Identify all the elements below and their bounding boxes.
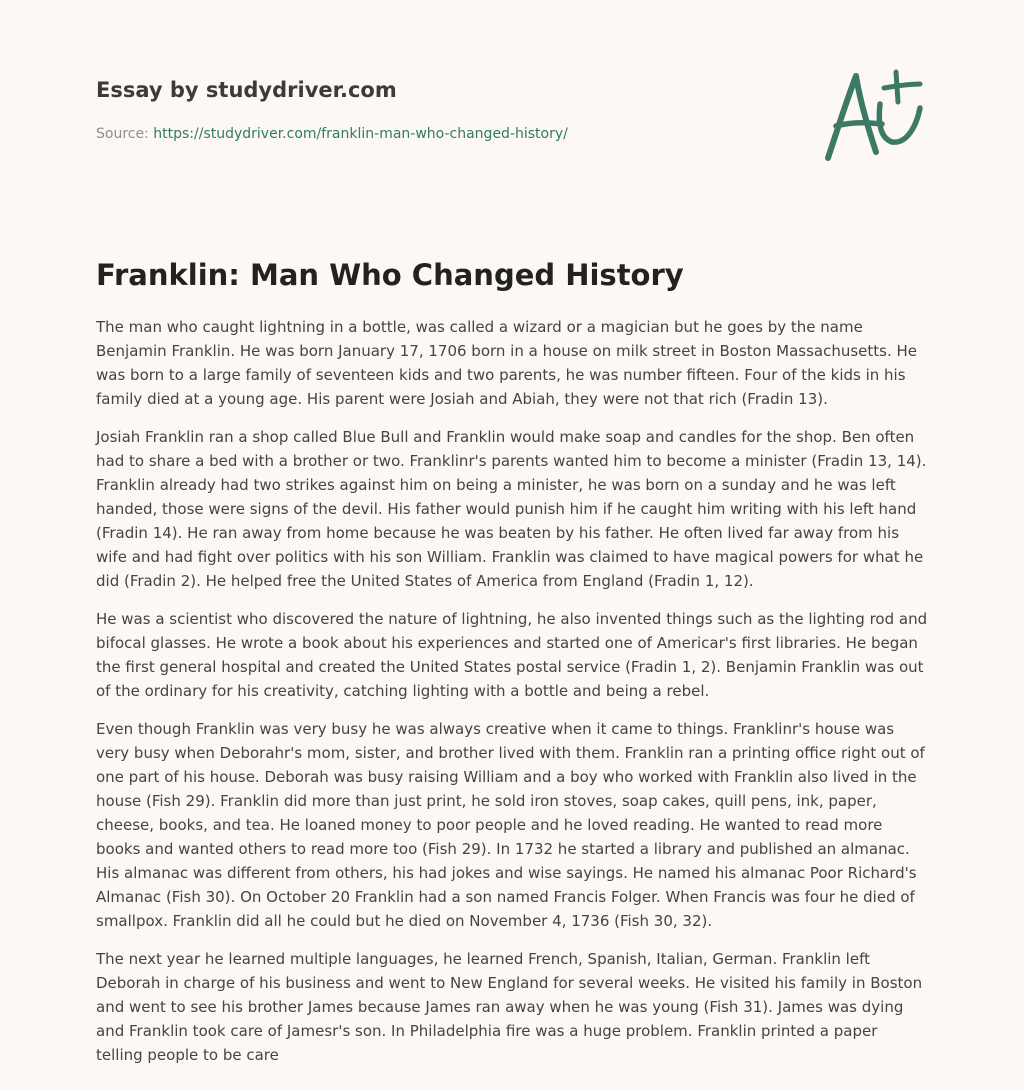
brand-title: Essay by studydriver.com bbox=[96, 78, 397, 102]
source-line bbox=[96, 124, 816, 144]
source-label: Source: bbox=[96, 126, 154, 142]
essay-body bbox=[96, 315, 928, 1081]
paragraph: Josiah Franklin ran a shop called Blue Bull and Franklin would make soap and candles for the shop. Ben often had to share a bed with a brother or two. Franklinr's parents wanted him to become a minister (Fradin 13, 14). Franklin already had two strikes against him on being a minister, he was born on a sunday and he was left handed, those were signs of the devil. His father would punish him if he caught him writing with his left hand (Fradin 14). He ran away from home because he was beaten by his father. He often lived far away from his wife and had fight over politics with his son William. Franklin was claimed to have magical powers for what he did (Fradin 2). He helped free the United States of America from England (Fradin 1, 12). bbox=[96, 428, 927, 590]
paragraph: Even though Franklin was very busy he was always creative when it came to things. Franklinr's house was very busy when Deborahr's mom, sister, and brother lived with them. Franklin ran a printing office right out of one part of his house. Deborah was busy raising William and a boy who worked with Franklin also lived in the house (Fish 29). Franklin did more than just print, he sold iron stoves, soap cakes, quill pens, ink, paper, cheese, books, and tea. He loaned money to poor people and he loved reading. He wanted to read more books and wanted others to read more too (Fish 29). In 1732 he started a library and published an almanac. His almanac was different from others, his had jokes and wise sayings. He named his almanac Poor Richard's Almanac (Fish 30). On October 20 Franklin had a son named Francis Folger. When Francis was four he died of smallpox. Franklin did all he could but he died on November 4, 1736 (Fish 30, 32). bbox=[96, 720, 925, 930]
paragraph: He was a scientist who discovered the nature of lightning, he also invented things such as the lighting rod and bifocal glasses. He wrote a book about his experiences and started one of Americar's first libraries. He began the first general hospital and created the United States postal service (Fradin 1, 2). Benjamin Franklin was out of the ordinary for his creativity, catching lighting with a bottle and being a rebel. bbox=[96, 610, 928, 700]
paragraph: The man who caught lightning in a bottle, was called a wizard or a magician but he goes by the name Benjamin Franklin. He was born January 17, 1706 born in a house on milk street in Boston Massachusetts. He was born to a large family of seventeen kids and two parents, he was number fifteen. Four of the kids in his family died at a young age. His parent were Josiah and Abiah, they were not that rich (Fradin 13). bbox=[96, 318, 918, 408]
paragraph: The next year he learned multiple languages, he learned French, Spanish, Italian, German. Franklin left Deborah in charge of his business and went to New England for several weeks. He visited his family in Boston and went to see his brother James because James ran away when he was young (Fish 31). James was dying and Franklin took care of Jamesr's son. In Philadelphia fire was a huge problem. Franklin printed a paper telling people to be care bbox=[96, 950, 923, 1064]
a-plus-logo-icon bbox=[822, 68, 928, 164]
essay-header bbox=[96, 76, 816, 144]
source-link[interactable]: https://studydriver.com/franklin-man-who-changed-history/ bbox=[153, 126, 568, 142]
essay-title: Franklin: Man Who Changed History bbox=[96, 258, 684, 292]
